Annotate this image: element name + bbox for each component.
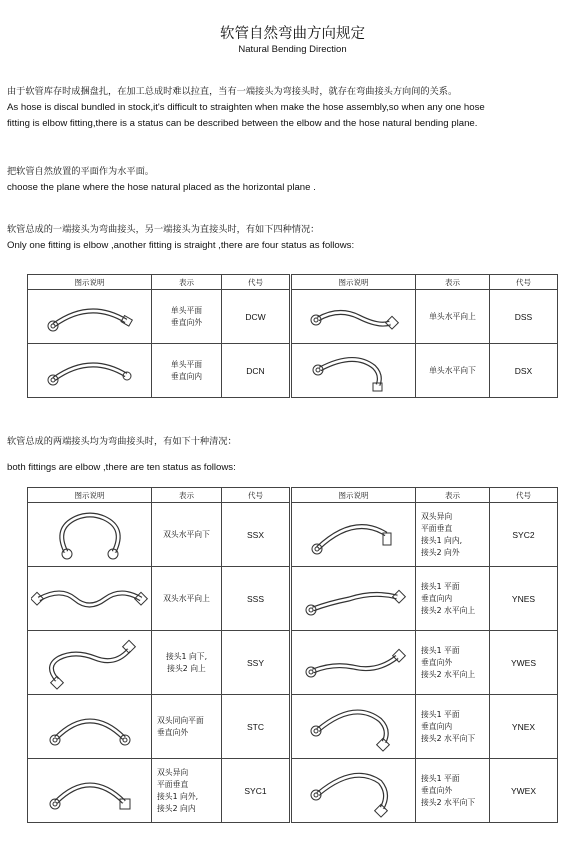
single-elbow-horizontal-down-hose-icon [292, 344, 416, 398]
code-cell: YNES [490, 567, 558, 631]
section1-paragraph [7, 222, 582, 254]
meaning-cell: 双头异向 平面垂直 接头1 向内, 接头2 向外 [416, 503, 490, 567]
code-cell: SSX [222, 503, 290, 567]
section2-en-paragraph [7, 460, 582, 476]
intro-en-line1: As hose is discal bundled in stock,it's difficult to straighten when make the hose assembly,so when any one hose [7, 102, 485, 113]
code-cell: SYC1 [222, 759, 290, 823]
code-cell: YWEX [490, 759, 558, 823]
table-row [28, 631, 558, 695]
meaning-cell: 接头1 平面 垂直向外 接头2 水平向下 [416, 759, 490, 823]
meaning-cell: 接头1 平面 垂直向内 接头2 水平向上 [416, 567, 490, 631]
header-diagram: 图示说明 [292, 488, 416, 503]
page-title: 软管自然弯曲方向规定 [220, 26, 365, 42]
meaning-cell: 双头同向平面 垂直向外 [152, 695, 222, 759]
code-cell: STC [222, 695, 290, 759]
double-elbow-same-out-hose-icon [28, 695, 152, 759]
meaning-cell: 接头1 平面 垂直向外 接头2 水平向上 [416, 631, 490, 695]
header-meaning: 表示 [416, 488, 490, 503]
elbow-in-horizontal-up-hose-icon [292, 567, 416, 631]
section1-cn: 软管总成的一端接头为弯曲接头，另一端接头为直接头时，有如下四种情况： [7, 224, 320, 235]
table-row [28, 344, 558, 398]
code-cell: SSY [222, 631, 290, 695]
meaning-cell: 单头平面 垂直向外 [152, 290, 222, 344]
meaning-cell: 接头1 向下, 接头2 向上 [152, 631, 222, 695]
elbow-in-horizontal-down-hose-icon [292, 695, 416, 759]
header-meaning: 表示 [416, 275, 490, 290]
meaning-cell: 单头水平向下 [416, 344, 490, 398]
header-diagram: 图示说明 [28, 275, 152, 290]
single-elbow-out-hose-icon [28, 290, 152, 344]
single-elbow-horizontal-up-hose-icon [292, 290, 416, 344]
header-code: 代号 [490, 488, 558, 503]
elbow-out-horizontal-up-hose-icon [292, 631, 416, 695]
intro-en-line2: fitting is elbow fitting,there is a status can be described between the elbow and the hose natural bending plane. [7, 118, 478, 129]
intro-cn: 由于软管库存时成捆盘扎，在加工总成时难以拉直，当有一端接头为弯接头时，就存在弯曲接头方向间的关系。 [7, 86, 458, 97]
code-cell: YNEX [490, 695, 558, 759]
meaning-cell: 单头平面 垂直向内 [152, 344, 222, 398]
double-elbow-opposite-hose-icon [28, 631, 152, 695]
double-elbow-horizontal-down-hose-icon [28, 503, 152, 567]
meaning-cell: 单头水平向上 [416, 290, 490, 344]
meaning-cell: 双头水平向上 [152, 567, 222, 631]
table-row [28, 695, 558, 759]
code-cell: DSS [490, 290, 558, 344]
header-code: 代号 [490, 275, 558, 290]
meaning-cell: 双头水平向下 [152, 503, 222, 567]
plane-cn: 把软管自然放置的平面作为水平面。 [7, 166, 154, 177]
section1-en: Only one fitting is elbow ,another fitting is straight ,there are four status as follows: [7, 240, 355, 251]
double-elbow-horizontal-up-hose-icon [28, 567, 152, 631]
double-elbow-diff-in-out-hose-icon [292, 503, 416, 567]
code-cell: SSS [222, 567, 290, 631]
header-code: 代号 [222, 275, 290, 290]
table-row [28, 290, 558, 344]
code-cell: DCN [222, 344, 290, 398]
code-cell: YWES [490, 631, 558, 695]
code-cell: DSX [490, 344, 558, 398]
header-meaning: 表示 [152, 275, 222, 290]
single-elbow-table [27, 274, 558, 398]
header-meaning: 表示 [152, 488, 222, 503]
plane-paragraph [7, 164, 582, 196]
table-row [28, 503, 558, 567]
meaning-cell: 双头异向 平面垂直 接头1 向外, 接头2 向内 [152, 759, 222, 823]
single-elbow-in-hose-icon [28, 344, 152, 398]
double-elbow-table [27, 487, 558, 823]
plane-en: choose the plane where the hose natural placed as the horizontal plane . [7, 182, 316, 193]
table-row [28, 759, 558, 823]
intro-paragraph [7, 84, 582, 132]
code-cell: DCW [222, 290, 290, 344]
table-row [28, 567, 558, 631]
header-diagram: 图示说明 [292, 275, 416, 290]
meaning-cell: 接头1 平面 垂直向内 接头2 水平向下 [416, 695, 490, 759]
header-diagram: 图示说明 [28, 488, 152, 503]
section2-cn: 软管总成的两端接头均为弯曲接头时，有如下十种清况： [7, 436, 237, 447]
header-code: 代号 [222, 488, 290, 503]
section2-en: both fittings are elbow ,there are ten status as follows: [7, 462, 236, 473]
elbow-out-horizontal-down-hose-icon [292, 759, 416, 823]
page-subtitle: Natural Bending Direction [238, 44, 347, 55]
code-cell: SYC2 [490, 503, 558, 567]
section2-paragraph [7, 434, 582, 450]
double-elbow-diff-out-in-hose-icon [28, 759, 152, 823]
